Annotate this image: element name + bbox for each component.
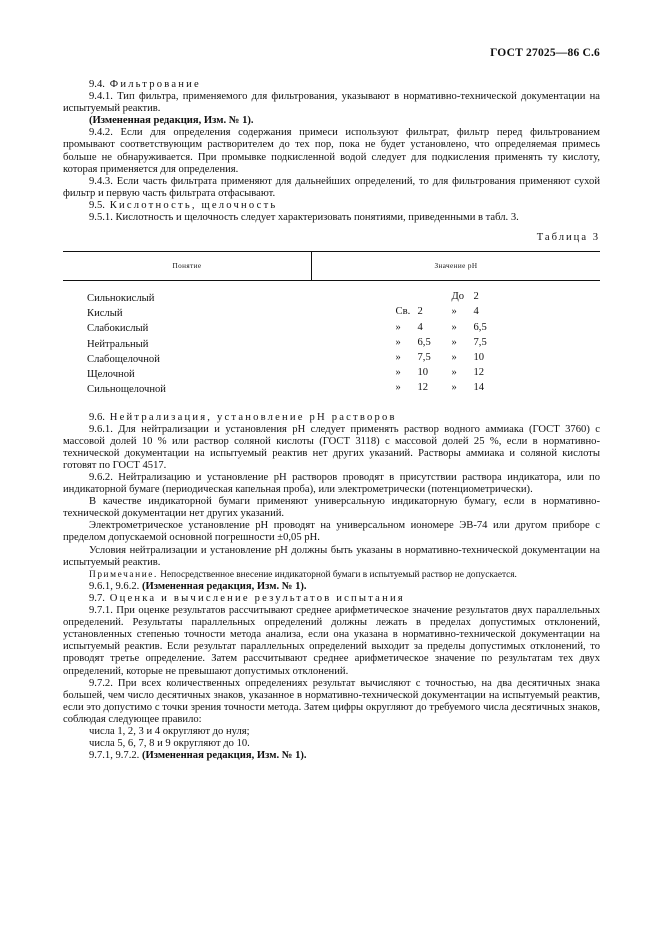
ph-from-mark: Св. <box>395 306 411 318</box>
ph-to-value: 7,5 <box>473 336 487 348</box>
table-row <box>63 322 600 337</box>
ph-range <box>396 382 516 394</box>
table-row <box>63 352 600 367</box>
ph-range <box>396 291 516 303</box>
concept-cell: Сильнокислый <box>87 293 155 305</box>
ph-value-cell <box>312 367 601 382</box>
section-number: 9.4. <box>89 79 105 90</box>
section-title: Кислотность, щелочность <box>109 199 278 211</box>
table-row <box>63 281 600 307</box>
amendment-note: (Измененная редакция, Изм. № 1). <box>141 750 307 762</box>
section-heading-9-6 <box>63 412 600 424</box>
section-number: 9.5. <box>89 199 105 211</box>
ph-value-cell <box>312 352 601 367</box>
section-heading-9-5 <box>63 200 600 212</box>
ph-range <box>396 337 516 349</box>
ph-from-value: 4 <box>417 321 423 333</box>
ph-to-value: 4 <box>473 306 479 318</box>
note <box>63 569 600 581</box>
amendment-note: (Измененная редакция, Изм. № 1). <box>141 580 307 592</box>
ph-to-mark: » <box>451 306 457 318</box>
section-title: Фильтрование <box>109 79 201 90</box>
ph-range <box>396 322 516 334</box>
document-body <box>63 79 600 762</box>
section-title: Оценка и вычисление результатов испытания <box>109 592 405 604</box>
section-number: 9.7. <box>89 592 105 604</box>
ph-to-mark: » <box>451 382 457 394</box>
ph-range <box>396 306 516 318</box>
section-title: Нейтрализация, установление pH растворов <box>109 411 397 423</box>
paragraph-conditions: Условия нейтрализации и установление pH должны быть указаны в нормативно-технической документации на испытуемый реактив. <box>63 544 600 568</box>
paragraph-9-7-2: 9.7.2. При всех количественных определениях результат вычисляют с точностью, на два десятичных знака большей, чем число десятичных знаков, указанное в нормативно-технической документации на испытуемый реактив, если это допустимо с точки зрения точности метода. Затем цифры округляют до требуемого числа десятичных знаков, соблюдая следующее правило: <box>63 677 600 725</box>
amendment-line <box>63 750 600 762</box>
amendment-line <box>63 581 600 593</box>
note-label: Примечание. <box>89 569 158 580</box>
column-header-ph-value: Значение pH <box>312 252 601 281</box>
ph-to-mark: » <box>451 321 457 333</box>
table-caption: Таблица 3 <box>536 232 600 244</box>
table-row <box>63 306 600 321</box>
page-header: ГОСТ 27025—86 С.6 <box>490 47 600 59</box>
ph-from-mark: » <box>395 382 401 394</box>
table-row <box>63 382 600 411</box>
ph-from-value: 10 <box>417 367 429 379</box>
concept-cell: Слабощелочной <box>87 353 160 365</box>
amendment-ref: 9.7.1, 9.7.2. <box>89 750 140 762</box>
ph-range <box>396 367 516 379</box>
ph-from-mark: » <box>395 351 401 363</box>
paragraph-indicator-paper: В качестве индикаторной бумаги применяют универсальную индикаторную бумагу, если в нормативно-технической документации нет других указаний. <box>63 496 600 520</box>
concept-cell: Кислый <box>87 308 123 320</box>
ph-to-value: 10 <box>473 351 485 363</box>
ph-value-cell <box>312 322 601 337</box>
ph-to-mark: До <box>451 291 465 303</box>
paragraph-9-4-3: 9.4.3. Если часть фильтрата применяют для дальнейших определений, то для фильтрования применяют сухой фильтр и первую часть фильтрата отфасывают. <box>63 175 600 199</box>
ph-from-mark: » <box>395 321 401 333</box>
rounding-rule-2: числа 5, 6, 7, 8 и 9 округляют до 10. <box>89 738 250 750</box>
table-row <box>63 367 600 382</box>
ph-range <box>396 352 516 364</box>
ph-to-value: 2 <box>473 291 479 303</box>
note-text: Непосредственное внесение индикаторной бумаги в испытуемый раствор не допускается. <box>160 569 517 580</box>
ph-from-value: 7,5 <box>417 351 431 363</box>
ph-value-cell <box>312 281 601 307</box>
ph-value-cell <box>312 337 601 352</box>
concept-cell: Щелочной <box>87 368 135 380</box>
ph-to-mark: » <box>451 367 457 379</box>
ph-to-mark: » <box>451 351 457 363</box>
ph-to-value: 6,5 <box>473 321 487 333</box>
section-heading-9-7 <box>63 593 600 605</box>
amendment-ref: 9.6.1, 9.6.2. <box>89 580 140 592</box>
concept-cell: Слабокислый <box>87 323 149 335</box>
ph-from-value: 6,5 <box>417 336 431 348</box>
ph-from-value: 2 <box>417 306 423 318</box>
paragraph-9-4-1: 9.4.1. Тип фильтра, применяемого для фильтрования, указывают в нормативно-технической документации на испытуемый реактив. <box>63 91 600 115</box>
ph-to-value: 14 <box>473 382 485 394</box>
column-header-concept: Понятие <box>63 252 312 281</box>
paragraph-9-7-1: 9.7.1. При оценке результатов рассчитывают среднее арифметическое значение результатов двух параллельных определений. Результаты параллельных определений должны лежать в пределах допустимых отклонений, установленных степенью точности метода анализа, если она указана в нормативно-технической документации на испытуемый реактив. Если результат параллельных определений выходит за пределы допустимых отклонений, то проводят третье определение. Затем рассчитывают среднее арифметическое значение по результатам тех двух определений, которые не превышают допустимых отклонений. <box>63 605 600 677</box>
rounding-rule-1: числа 1, 2, 3 и 4 округляют до нуля; <box>89 725 250 737</box>
ph-to-mark: » <box>451 336 457 348</box>
ph-to-value: 12 <box>473 367 485 379</box>
paragraph-9-6-1: 9.6.1. Для нейтрализации и установления pH следует применять раствор водного аммиака (ГОСТ 3760) с массовой долей 10 % или раствор соляной кислоты (ГОСТ 3118) с массовой долей 25 %, если в нормативно-технической документации на испытуемый реактив нет других указаний. Растворы аммиака и соляной кислоты готовят по ГОСТ 4517. <box>63 423 600 471</box>
ph-from-value: 12 <box>417 382 429 394</box>
concept-cell: Сильнощелочной <box>87 384 166 396</box>
paragraph-9-6-2: 9.6.2. Нейтрализацию и установление pH растворов проводят в присутствии раствора индикатора, или по индикаторной бумаге (периодическая капельная проба), или электрометрически (потенциометрически). <box>63 472 600 496</box>
amendment-note: (Измененная редакция, Изм. № 1). <box>89 115 254 127</box>
ph-from-mark: » <box>395 367 401 379</box>
table-row <box>63 337 600 352</box>
paragraph-9-4-2: 9.4.2. Если для определения содержания примеси используют фильтрат, фильтр перед фильтрованием промывают соответствующим растворителем до тех пор, пока не будет установлено, что определяемая примесь больше не обнаруживается. При промывке подкисленной водой следует для подкисления применять ту кислоту, которая применяется для определения. <box>63 127 600 175</box>
concept-cell: Нейтральный <box>87 338 149 350</box>
paragraph-9-5-1: 9.5.1. Кислотность и щелочность следует характеризовать понятиями, приведенными в табл. 3. <box>89 212 519 224</box>
ph-value-cell <box>312 382 601 411</box>
ph-from-mark: » <box>395 336 401 348</box>
section-heading-9-4 <box>63 79 600 91</box>
section-number: 9.6. <box>89 411 105 423</box>
ph-table <box>63 251 600 411</box>
paragraph-electrometric: Электрометрическое установление pH проводят на универсальном иономере ЭВ-74 или другом приборе с пределом допускаемой основной погрешности ±0,05 pH. <box>63 520 600 544</box>
ph-value-cell <box>312 306 601 321</box>
